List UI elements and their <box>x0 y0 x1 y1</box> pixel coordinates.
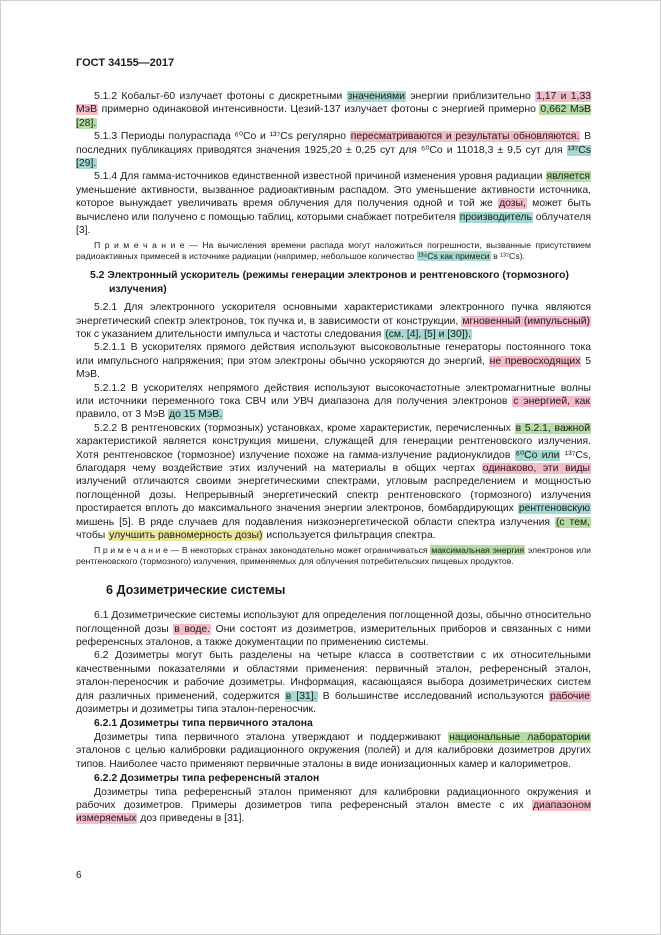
highlight-pink: дозы, <box>499 198 526 210</box>
highlight-pink: пересматриваются и результаты обновляются. <box>350 131 580 143</box>
paragraph <box>76 341 591 381</box>
text-run: 5.1.3 Периоды полураспада ⁶⁰Co и ¹³⁷Cs регулярно <box>94 131 350 143</box>
text-run: П р и м е ч а н и е — В некоторых странах законодательно может ограничиваться <box>94 545 431 556</box>
text-run: дозиметры и дозиметры типа эталон-переносчик. <box>76 704 316 716</box>
paragraph <box>76 649 591 716</box>
highlight-pink: в воде. <box>174 623 211 635</box>
text-run: 5 МэВ. <box>76 355 591 381</box>
paragraph <box>76 609 591 649</box>
highlight-pink: рабочие <box>549 690 591 702</box>
text-run: уменьшение активности, вызванное радиоактивным распадом. Это уменьшение активности источника, которое вынуждает увеличивать время облучения для получения одной и той же <box>76 184 591 210</box>
highlight-pink: 1,17 и 1,33 МэВ <box>76 91 592 116</box>
text-run: 5.2.1.2 В ускорителях непрямого действия используют высокочастотные электромагнитные волны или источники переменного тока СВЧ или УВЧ диапазона для получения электронов <box>76 382 591 407</box>
text-run: чтобы <box>76 530 109 541</box>
text-run: 6.2.2 Дозиметры типа референсный эталон <box>94 773 320 785</box>
highlight-pink: одинаково, эти виды <box>482 462 590 474</box>
text-run: 5.2.1 Для электронного ускорителя основными характеристиками электронного пучка являются энергетический спектр электронов, ток пучка и, в зависимости от конструкции, <box>76 302 591 327</box>
highlight-green: в 5.2.1, важной <box>515 422 590 434</box>
paragraph <box>76 130 591 170</box>
text-run: 5.1.2 Кобальт-60 излучает фотоны с дискретными <box>94 91 347 102</box>
text-run: энергии приблизительно <box>405 91 536 102</box>
highlight-pink: диапазоном измеряемых <box>76 799 591 825</box>
document-body <box>76 90 591 826</box>
clause-heading <box>76 717 591 730</box>
text-run: доз приведены в [31]. <box>137 813 245 825</box>
highlight-green: максимальная энергия <box>431 545 525 556</box>
highlight-teal: в [31]. <box>285 690 317 702</box>
text-run: П р и м е ч а н и е — На вычисления времени распада могут наложиться погрешности, вызванные присутствием радиоактивных примесей в источнике радиации (например, небольшое количество <box>76 240 591 262</box>
page-number: 6 <box>76 869 82 881</box>
text-run: излучений отличаются своими энергетическими спектрами, угловым распределением и мощностью поглощенной дозы. Непрерывный энергетический спектр рентгеновского (тормозного) излучения простирается вплоть до максимального значения энергии электронов, бомбардирующих <box>76 476 591 515</box>
highlight-green: 0,662 МэВ [28]. <box>76 104 591 129</box>
highlight-teal: ¹³⁷Cs [29]. <box>76 144 591 170</box>
highlight-teal: до 15 МэВ. <box>169 409 223 421</box>
text-run: В большинстве исследований используются <box>317 690 549 702</box>
document-header: ГОСТ 34155—2017 <box>76 57 175 69</box>
highlight-teal: производитель <box>459 211 532 223</box>
text-run: электронов или рентгеновского (тормозного) излучения, применяемых для облучения потребительских пищевых продуктов. <box>76 545 592 567</box>
text-run: ¹³⁷Cs, благодаря чему воздействие этих излучений на материалы в общих чертах <box>76 449 591 474</box>
text-run: 6.1 Дозиметрические системы используют для определения поглощенной дозы, обычно относительно поглощенной дозы <box>76 610 591 635</box>
highlight-teal: (см. [4], [5] и [30]). <box>385 328 471 340</box>
text-run: 5.2.2 В рентгеновских (тормозных) установках, кроме характеристик, перечисленных <box>94 422 515 434</box>
text-run: ток с указанием длительности импульса и частоты следования <box>76 328 385 340</box>
text-run: В последних публикациях приводятся значения 1925,20 ± 0,25 сут для ⁶⁰Co и 11018,3 ± 9,5 сут для <box>76 131 591 156</box>
highlight-teal: рентгеновскую <box>518 503 590 515</box>
highlight-green: (с тем, <box>555 516 591 528</box>
note <box>76 545 591 567</box>
text-run: 6 Дозиметрические системы <box>106 583 286 598</box>
text-run: Они состоят из дозиметров, измерительных приборов и связанных с ними референсных эталонов, а также документации по применению системы. <box>76 623 591 649</box>
text-run: используется фильтрация спектра. <box>263 530 436 541</box>
highlight-pink: с энергией, как <box>513 395 590 407</box>
paragraph <box>76 786 591 826</box>
highlight-teal: ¹³⁴Cs как примеси <box>417 251 490 262</box>
text-run: 6.2 Дозиметры могут быть разделены на четыре класса в соответствии с их относительными качественными показателями и областями применения: первичный эталон, референсный эталон, эталон-переносчик и рабочие дозиметры. Информация, касающаяся выбора дозиметрических систем для различных применений, содержится <box>76 650 591 702</box>
text-run: 5.1.4 Для гамма-источников единственной известной причиной изменения уровня радиации <box>94 171 546 183</box>
highlight-pink: не превосходящих <box>489 355 581 367</box>
section-heading <box>106 583 591 598</box>
text-run: Дозиметры типа первичного эталона утверждают и поддерживают <box>94 731 449 743</box>
text-run: Дозиметры типа референсный эталон применяют для калибровки радиационного окружения и рабочих дозиметров. Примеры дозиметров типа референсный эталон вместе с их <box>76 786 591 811</box>
paragraph <box>76 382 591 422</box>
text-run: 5.2 Электронный ускоритель (режимы генерации электронов и рентгеновского (тормозного) излучения) <box>90 270 569 295</box>
paragraph <box>76 90 591 130</box>
text-run: характеристикой является конструкция мишени, служащей для генерации рентгеновского излучения. Хотя рентгеновское (тормозное) излучение похоже на гамма-излучение радионуклидов <box>76 436 591 461</box>
text-run: может быть вычислено или получено с помощью таблиц, которыми снабжает потребителя <box>76 198 591 223</box>
text-run: эталонов с целью калибровки радиационного окружения (полей) и для калибровки дозиметров других типов. Наиболее часто применяют первичные эталоны в виде ионизационных камер и калориметров. <box>76 745 591 770</box>
paragraph <box>76 731 591 771</box>
highlight-teal: ⁶⁰Co или <box>515 449 560 461</box>
text-run: примерно одинаковой интенсивности. Цезий-137 излучает фотоны с энергией примерно <box>98 104 540 116</box>
paragraph <box>76 422 591 543</box>
highlight-green: национальные лаборатории <box>449 731 590 743</box>
text-run: мишень [5]. В ряде случаев для подавления низкоэнергетической области спектра излучения <box>76 516 555 528</box>
paragraph <box>76 170 591 237</box>
note <box>76 240 591 262</box>
highlight-green: является <box>546 171 590 183</box>
text-run: 6.2.1 Дозиметры типа первичного эталона <box>94 718 313 730</box>
text-run: в ¹³⁷Cs). <box>490 251 525 262</box>
text-run: облучателя [3]. <box>76 211 592 237</box>
highlight-yellow: улучшить равномерность дозы) <box>109 530 263 541</box>
highlight-teal: значениями <box>347 91 405 102</box>
clause-heading <box>76 772 591 785</box>
text-run: правило, от 3 МэВ <box>76 409 168 421</box>
subsection-heading <box>76 269 591 296</box>
paragraph <box>76 301 591 341</box>
highlight-pink: мгновенный (импульсный) <box>462 315 590 327</box>
text-run: 5.2.1.1 В ускорителях прямого действия используют высоковольтные генераторы постоянного тока или импульсного напряжения; при этом электроны обычно ускоряются до энергий, <box>76 342 591 367</box>
